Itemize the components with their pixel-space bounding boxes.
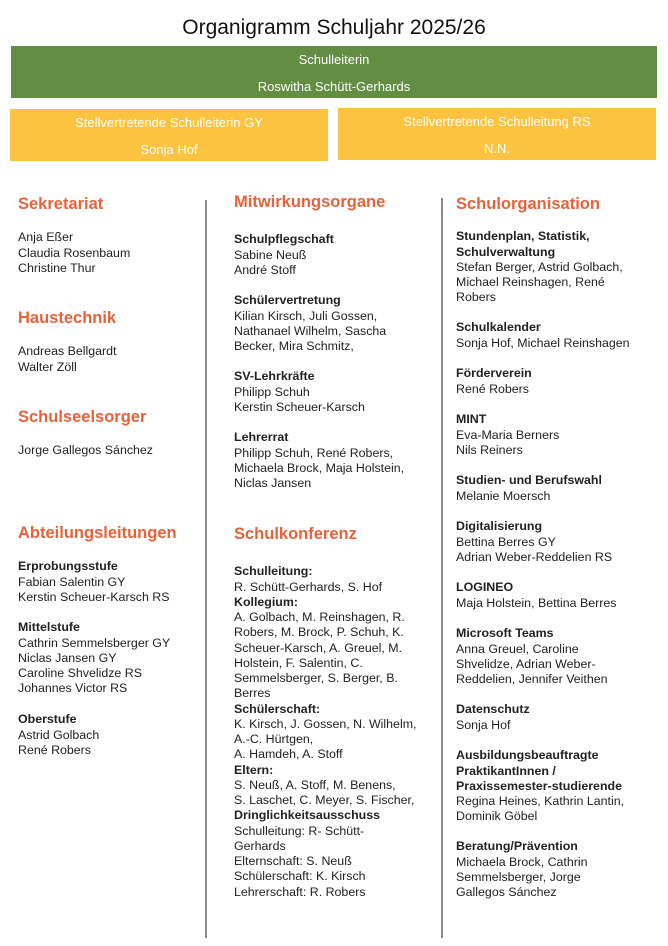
group-line: Walter Zöll bbox=[18, 359, 77, 374]
group-title: Mittelstufe bbox=[18, 620, 80, 635]
group-title: Beratung/Prävention bbox=[456, 839, 578, 854]
deputy-gy-role: Stellvertretende Schulleiterin GY bbox=[75, 115, 263, 130]
section-group bbox=[234, 564, 382, 595]
section-group bbox=[456, 519, 612, 565]
group-line: Christine Thur bbox=[18, 260, 96, 275]
group-line: Sabine Neuß bbox=[234, 247, 307, 262]
section-group bbox=[456, 580, 616, 611]
group-title: Schulpflegschaft bbox=[234, 232, 334, 247]
principal-role: Schulleiterin bbox=[298, 52, 370, 67]
group-line: Elternschaft: S. Neuß bbox=[234, 854, 352, 869]
section-group bbox=[18, 443, 153, 458]
group-title: SV-Lehrkräfte bbox=[234, 369, 315, 384]
section-group bbox=[234, 293, 386, 354]
section-group bbox=[234, 595, 405, 702]
section-group bbox=[18, 230, 130, 276]
group-line: Michael Reinshagen, René bbox=[456, 275, 605, 290]
group-line: Caroline Shvelidze RS bbox=[18, 666, 142, 681]
group-line: Semmelsberger, Jorge bbox=[456, 869, 581, 884]
group-line: Robers bbox=[456, 290, 496, 305]
group-title: Studien- und Berufswahl bbox=[456, 473, 602, 488]
section-group bbox=[456, 366, 532, 397]
section-group bbox=[234, 702, 416, 763]
group-line: S. Laschet, C. Meyer, S. Fischer, bbox=[234, 793, 415, 808]
group-line: K. Kirsch, J. Gossen, N. Wilhelm, bbox=[234, 716, 417, 731]
deputy-rs-name: N.N. bbox=[484, 141, 510, 156]
group-line: Robers, M. Brock, P. Schuh, K. bbox=[234, 625, 404, 640]
section-heading: Schulseelsorger bbox=[18, 408, 147, 426]
group-title: Erprobungsstufe bbox=[18, 559, 118, 574]
group-line: Melanie Moersch bbox=[456, 488, 551, 503]
section-heading: Mitwirkungsorgane bbox=[234, 193, 386, 211]
group-title: Eltern: bbox=[234, 762, 274, 777]
section-group bbox=[18, 620, 170, 696]
group-line: Philipp Schuh, René Robers, bbox=[234, 445, 394, 460]
group-title: Digitalisierung bbox=[456, 519, 543, 534]
group-line: René Robers bbox=[456, 381, 530, 396]
group-line: Stefan Berger, Astrid Golbach, bbox=[456, 259, 623, 274]
group-line: Niclas Jansen bbox=[234, 476, 312, 491]
group-line: Jorge Gallegos Sánchez bbox=[18, 443, 154, 458]
group-title: Schülerschaft: bbox=[234, 701, 321, 716]
group-line: Michaela Brock, Maja Holstein, bbox=[234, 460, 405, 475]
group-line: Eva-Maria Berners bbox=[456, 427, 560, 442]
group-line: S. Neuß, A. Stoff, M. Benens, bbox=[234, 777, 396, 792]
section-group bbox=[456, 702, 530, 733]
page-title: Organigramm Schuljahr 2025/26 bbox=[182, 16, 486, 39]
group-line: Gallegos Sánchez bbox=[456, 885, 557, 900]
group-title: MINT bbox=[456, 412, 487, 427]
group-line: René Robers bbox=[18, 742, 92, 757]
principal-box bbox=[11, 46, 657, 98]
group-line: R. Schütt-Gerhards, S. Hof bbox=[234, 579, 383, 594]
group-title: Kollegium: bbox=[234, 594, 299, 609]
group-line: Michaela Brock, Cathrin bbox=[456, 854, 588, 869]
group-line: Cathrin Semmelsberger GY bbox=[18, 635, 171, 650]
group-line: Berres bbox=[234, 686, 271, 701]
section-group bbox=[234, 808, 380, 900]
deputy-gy-name: Sonja Hof bbox=[140, 142, 198, 157]
section-group bbox=[234, 232, 334, 278]
section-group bbox=[456, 412, 559, 458]
group-line: A. Golbach, M. Reinshagen, R. bbox=[234, 610, 405, 625]
group-line: Anja Eßer bbox=[18, 230, 74, 245]
group-line: Nathanael Wilhelm, Sascha bbox=[234, 323, 387, 338]
group-line: Sonja Hof, Michael Reinshagen bbox=[456, 335, 630, 350]
group-line: Semmelsberger, S. Berger, B. bbox=[234, 671, 398, 686]
group-title: Schulkalender bbox=[456, 320, 541, 335]
group-title: LOGINEO bbox=[456, 580, 514, 595]
group-title: Microsoft Teams bbox=[456, 626, 554, 641]
group-line: Kerstin Scheuer-Karsch bbox=[234, 399, 365, 414]
column-divider bbox=[205, 200, 207, 938]
group-title: Förderverein bbox=[456, 366, 532, 381]
section-group bbox=[18, 559, 170, 605]
group-line: Shvelidze, Adrian Weber- bbox=[456, 656, 596, 671]
group-line: Sonja Hof bbox=[456, 717, 511, 732]
group-line: Dominik Göbel bbox=[456, 809, 538, 824]
group-title: Dringlichkeitsausschuss bbox=[234, 808, 380, 823]
section-group bbox=[234, 430, 404, 491]
group-line: Adrian Weber-Reddelien RS bbox=[456, 549, 613, 564]
deputy-gy-box bbox=[10, 109, 328, 161]
group-title: Datenschutz bbox=[456, 702, 530, 717]
group-line: A.-C. Hürtgen, bbox=[234, 732, 314, 747]
group-line: Astrid Golbach bbox=[18, 727, 100, 742]
section-group bbox=[234, 369, 365, 415]
group-title: Schülervertretung bbox=[234, 293, 341, 308]
group-title: Schulverwaltung bbox=[456, 244, 556, 259]
section-group bbox=[456, 626, 608, 687]
section-group bbox=[456, 473, 602, 504]
group-line: Nils Reiners bbox=[456, 442, 523, 457]
section-heading: Schulkonferenz bbox=[234, 525, 357, 543]
group-line: Schulleitung: R- Schütt- bbox=[234, 823, 365, 838]
group-title: Ausbildungsbeauftragte bbox=[456, 748, 599, 763]
column-divider bbox=[441, 198, 443, 938]
group-line: Gerhards bbox=[234, 838, 286, 853]
section-group bbox=[456, 748, 624, 824]
group-title: Schulleitung: bbox=[234, 564, 313, 579]
group-line: Johannes Victor RS bbox=[18, 681, 128, 696]
group-line: Maja Holstein, Bettina Berres bbox=[456, 595, 617, 610]
principal-name: Roswitha Schütt-Gerhards bbox=[257, 79, 411, 94]
group-title: Oberstufe bbox=[18, 712, 77, 727]
deputy-rs-role: Stellvertretende Schulleitung RS bbox=[403, 114, 591, 129]
section-heading: Haustechnik bbox=[18, 309, 117, 327]
group-line: Reddelien, Jennifer Veithen bbox=[456, 672, 608, 687]
group-line: Claudia Rosenbaum bbox=[18, 245, 131, 260]
group-line: Andreas Bellgardt bbox=[18, 344, 117, 359]
group-line: Lehrerschaft: R. Robers bbox=[234, 884, 366, 899]
section-heading: Schulorganisation bbox=[456, 195, 600, 213]
section-group bbox=[234, 763, 414, 809]
group-line: Scheuer-Karsch, A. Greuel, M. bbox=[234, 640, 403, 655]
group-title: Stundenplan, Statistik, bbox=[456, 229, 590, 244]
group-line: A. Hamdeh, A. Stoff bbox=[234, 747, 343, 762]
group-line: Regina Heines, Kathrin Lantin, bbox=[456, 794, 625, 809]
group-title: Praxissemester-studierende bbox=[456, 778, 622, 793]
group-line: Philipp Schuh bbox=[234, 384, 310, 399]
group-line: Bettina Berres GY bbox=[456, 534, 556, 549]
section-heading: Abteilungsleitungen bbox=[18, 524, 177, 542]
group-line: Anna Greuel, Caroline bbox=[456, 641, 579, 656]
group-line: Kilian Kirsch, Juli Gossen, bbox=[234, 308, 378, 323]
section-group bbox=[456, 320, 630, 351]
group-line: André Stoff bbox=[234, 262, 296, 277]
section-group bbox=[456, 839, 588, 900]
section-group bbox=[456, 229, 623, 305]
deputy-rs-box bbox=[338, 108, 656, 160]
group-title: Lehrerrat bbox=[234, 430, 289, 445]
section-heading: Sekretariat bbox=[18, 195, 104, 213]
section-group bbox=[18, 712, 99, 758]
group-line: Kerstin Scheuer-Karsch RS bbox=[18, 589, 170, 604]
group-line: Fabian Salentin GY bbox=[18, 574, 126, 589]
group-line: Becker, Mira Schmitz, bbox=[234, 339, 354, 354]
group-line: Niclas Jansen GY bbox=[18, 650, 117, 665]
section-group bbox=[18, 344, 117, 375]
group-title: PraktikantInnen / bbox=[456, 763, 556, 778]
group-line: Schülerschaft: K. Kirsch bbox=[234, 869, 366, 884]
group-line: Holstein, F. Salentin, C. bbox=[234, 655, 363, 670]
